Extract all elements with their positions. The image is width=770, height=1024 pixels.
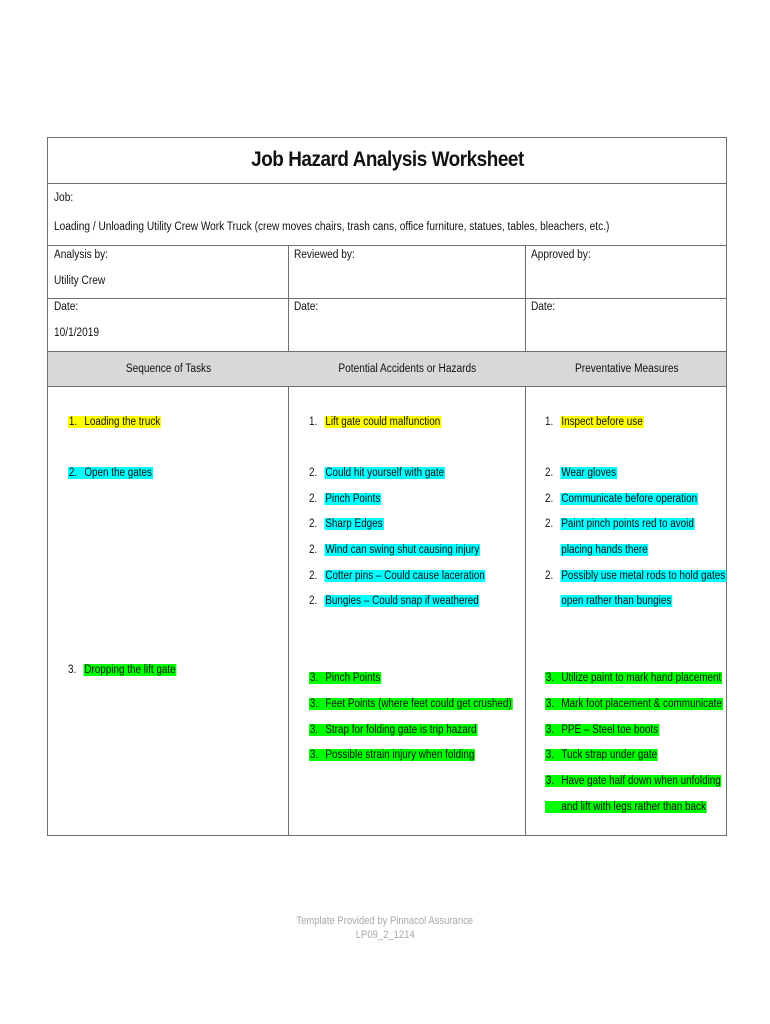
measure-item: 1. Inspect before use <box>545 416 643 428</box>
table-header <box>48 351 726 387</box>
hazard-item: 3. Pinch Points <box>309 672 381 684</box>
measure-item: 2. Communicate before operation <box>545 493 698 505</box>
hazard-item: 3. Strap for folding gate is trip hazard <box>309 724 477 736</box>
reviewed-by-label: Reviewed by: <box>294 249 355 261</box>
measure-item: 3. Mark foot placement & communicate <box>545 698 722 710</box>
worksheet <box>47 137 727 836</box>
approved-by-label: Approved by: <box>531 249 591 261</box>
date-label-3: Date: <box>531 301 556 313</box>
hazard-item: 2. Could hit yourself with gate <box>309 467 445 479</box>
footer-line-1: Template Provided by Pinnacol Assurance <box>296 915 474 927</box>
measure-item: 3. PPE – Steel toe boots <box>545 724 659 736</box>
hazard-item: 2. Cotter pins – Could cause laceration <box>309 570 485 582</box>
task-item: 3. Dropping the lift gate <box>68 664 176 676</box>
measure-item: open rather than bungies <box>561 595 672 607</box>
job-row <box>48 184 726 246</box>
column-header-measures: Preventative Measures <box>575 363 679 375</box>
hazard-item: 3. Possible strain injury when folding <box>309 749 475 761</box>
footer-line-2: LP09_2_1214 <box>355 929 415 941</box>
hazard-item: 2. Wind can swing shut causing injury <box>309 544 480 556</box>
measure-item: placing hands there <box>561 544 648 556</box>
task-item: 1. Loading the truck <box>68 416 161 428</box>
job-description: Loading / Unloading Utility Crew Work Truck (crew moves chairs, trash cans, office furniture, statues, tables, bleachers, etc.) <box>54 221 610 233</box>
measure-item: 3. Have gate half down when unfolding <box>545 775 721 787</box>
hazard-item: 2. Bungies – Could snap if weathered <box>309 595 479 607</box>
hazard-item: 1. Lift gate could malfunction <box>309 416 441 428</box>
analysis-by-value: Utility Crew <box>54 275 106 287</box>
measure-item: 2. Wear gloves <box>545 467 617 479</box>
date-label-2: Date: <box>294 301 319 313</box>
measure-item: 3. Utilize paint to mark hand placement <box>545 672 722 684</box>
column-divider-2 <box>525 246 526 836</box>
job-label: Job: <box>54 192 74 204</box>
divider <box>48 298 726 299</box>
measure-item: and lift with legs rather than back <box>545 799 707 816</box>
title-row <box>48 138 726 184</box>
measure-item: 2. Possibly use metal rods to hold gates <box>545 570 726 582</box>
measure-item: 3. Tuck strap under gate <box>545 749 658 761</box>
hazard-item: 2. Sharp Edges <box>309 518 383 530</box>
hazard-item: 2. Pinch Points <box>309 493 381 505</box>
column-header-hazards: Potential Accidents or Hazards <box>338 363 476 375</box>
page-title: Job Hazard Analysis Worksheet <box>250 148 524 171</box>
footer <box>0 914 770 942</box>
analysis-by-label: Analysis by: <box>54 249 108 261</box>
hazard-item: 3. Feet Points (where feet could get crushed) <box>309 698 512 710</box>
task-item: 2. Open the gates <box>68 467 152 479</box>
column-divider-1 <box>288 246 289 836</box>
date-label-1: Date: <box>54 301 79 313</box>
measure-item: 2. Paint pinch points red to avoid <box>545 518 694 530</box>
date-value: 10/1/2019 <box>54 327 100 339</box>
column-header-tasks: Sequence of Tasks <box>125 363 211 375</box>
